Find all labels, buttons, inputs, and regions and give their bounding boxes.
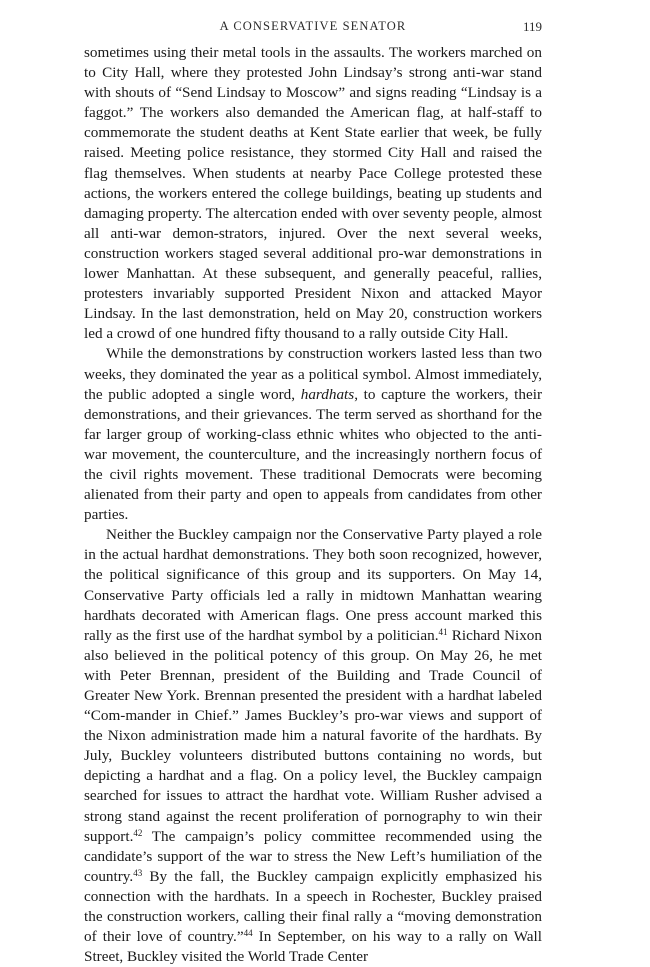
footnote-ref: 43 xyxy=(133,867,143,878)
footnote-ref: 44 xyxy=(243,928,253,939)
text-run: Neither the Buckley campaign nor the Conservative Party played a role in the actual hardhat demonstrations. They both soon recognized, however, the political significance of this group and its supporters. On May 14, Conservative Party officials led a rally in midtown Manhattan wearing hardhats decorated with American flags. One press account marked this rally as the first use of the hardhat symbol by a politician. xyxy=(84,526,542,644)
paragraph xyxy=(84,43,542,344)
footnote-ref: 41 xyxy=(438,626,448,637)
text-run: sometimes using their metal tools in the assaults. The workers marched on to City Hall, where they protested John Lindsay’s strong anti-war stand with shouts of “Send Lindsay to Moscow” and signs reading “Lindsay is a faggot.” The workers also demanded the American flag, at half-staff to commemorate the student deaths at Kent State earlier that week, be fully raised. Meeting police resistance, they stormed City Hall and raised the flag themselves. When students at nearby Pace College protested these actions, the workers entered the college buildings, beating up students and damaging property. The altercation ended with over seventy people, almost all anti-war demon-strators, injured. Over the next several weeks, construction workers staged several additional pro-war demonstrations in lower Manhattan. At these subsequent, and generally peaceful, rallies, protesters invariably supported President Nixon and attacked Mayor Lindsay. In the last demonstration, held on May 20, construction workers led a crowd of one hundred fifty thousand to a rally outside City Hall. xyxy=(84,44,542,343)
running-title: A CONSERVATIVE SENATOR xyxy=(219,19,407,33)
paragraph xyxy=(84,525,542,967)
text-run: In September, on his way to a rally on Wall Street, Buckley visited the World Trade Center xyxy=(84,928,542,966)
text-run: While the demonstrations by construction workers lasted less than two weeks, they dominated the year as a political symbol. Almost immediately, the public adopted a single word, xyxy=(84,345,542,403)
running-header xyxy=(84,19,542,37)
text-run: By the fall, the Buckley campaign explicitly emphasized his connection with the hardhats. In a speech in Rochester, Buckley praised the construction workers, calling their final rally a “moving demonstration of their love of country.” xyxy=(84,867,542,946)
paragraph xyxy=(84,344,542,525)
text-run: Richard Nixon also believed in the political potency of this group. On May 26, he met with Peter Brennan, president of the Building and Trade Council of Greater New York. Brennan presented the president with a hardhat labeled “Com-mander in Chief.” James Buckley’s pro-war views and support of the Nixon administration made him a natural favorite of the hardhats. By July, Buckley volunteers distributed buttons containing no words, but depicting a hardhat and a flag. On a policy level, the Buckley campaign searched for issues to attract the hardhat vote. William Rusher advised a strong stand against the recent proliferation of pornography to win their support. xyxy=(84,626,542,845)
page-number: 119 xyxy=(522,19,542,34)
footnote-ref: 42 xyxy=(133,827,143,838)
text-run: , to capture the workers, their demonstrations, and their grievances. The term served as shorthand for the far larger group of working-class ethnic whites who objected to the anti-war movement, the counterculture, and the increasingly northern focus of the civil rights movement. These traditional Democrats were becoming alienated from their party and open to appeals from candidates from other parties. xyxy=(84,385,543,524)
text-run: The campaign’s policy committee recommended using the candidate’s support of the war to stress the New Left’s humiliation of the country. xyxy=(84,827,542,885)
italic-term: hardhats xyxy=(300,385,355,403)
body-text xyxy=(84,43,542,967)
